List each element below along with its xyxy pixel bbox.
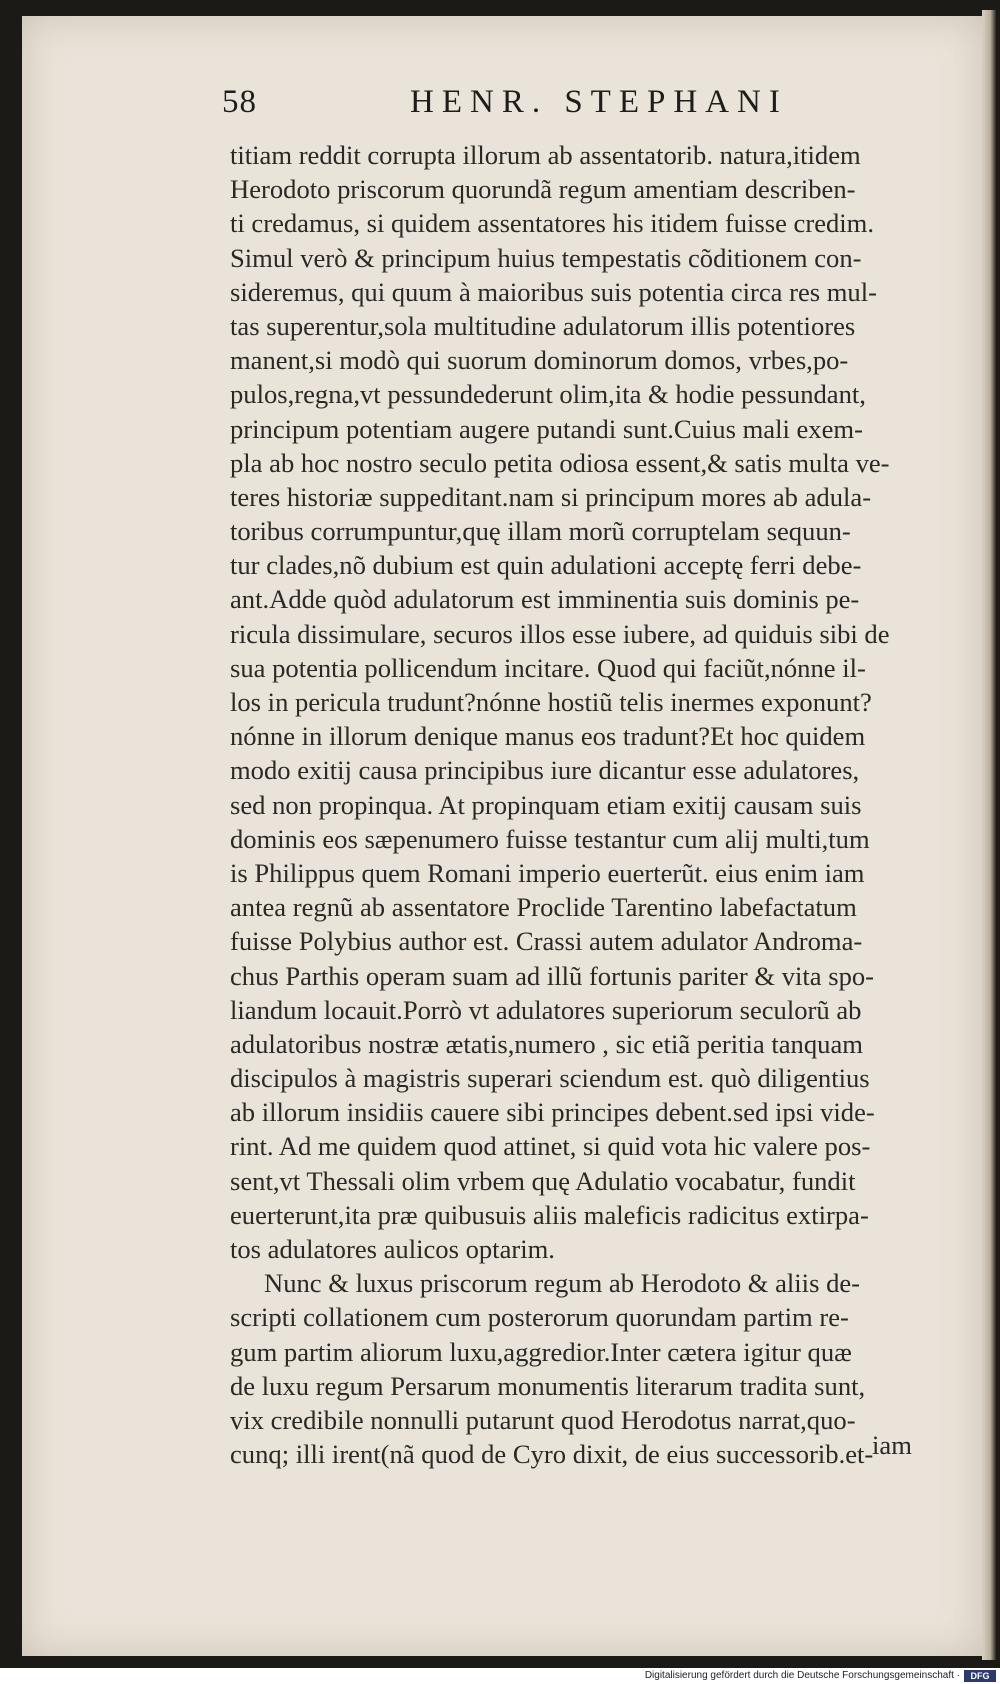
dfg-logo: DFG bbox=[964, 1670, 996, 1682]
text-line: Simul verò & principum huius tempestatis cõditionem con- bbox=[230, 242, 862, 273]
text-line: modo exitij causa principibus iure dicantur esse adulatores, bbox=[230, 755, 860, 786]
text-line: sideremus, qui quum à maioribus suis potentia circa res mul- bbox=[230, 276, 877, 307]
text-line: fuisse Polybius author est. Crassi autem adulator Androma- bbox=[230, 926, 863, 957]
text-line: pla ab hoc nostro seculo petita odiosa essent,& satis multa ve- bbox=[230, 447, 890, 478]
text-line: Herodoto priscorum quorundã regum amentiam describen- bbox=[230, 174, 856, 205]
text-line: nónne in illorum denique manus eos tradunt?Et hoc quidem bbox=[230, 721, 866, 752]
text-line: ant.Adde quòd adulatorum est imminentia suis dominis pe- bbox=[230, 584, 860, 615]
text-line: antea regnũ ab assentatore Proclide Tarentino labefactatum bbox=[230, 892, 857, 923]
text-line: Nunc & luxus priscorum regum ab Herodoto & aliis de- bbox=[264, 1268, 861, 1299]
text-line: tas superentur,sola multitudine adulatorum illis potentiores bbox=[230, 310, 856, 341]
text-line: toribus corrumpuntur,quę illam morũ corruptelam sequun- bbox=[230, 516, 851, 547]
text-line: principum potentiam augere putandi sunt.Cuius mali exem- bbox=[230, 413, 863, 444]
text-line: titiam reddit corrupta illorum ab assentatorib. natura,itidem bbox=[230, 140, 861, 170]
text-line: ab illorum insidiis cauere sibi principes debent.sed ipsi vide- bbox=[230, 1097, 875, 1128]
text-line: liandum locauit.Porrò vt adulatores superiorum seculorũ ab bbox=[230, 994, 862, 1025]
text-line: de luxu regum Persarum monumentis literarum tradita sunt, bbox=[230, 1370, 866, 1401]
body-text bbox=[230, 138, 960, 1471]
text-line: pulos,regna,vt pessundederunt olim,ita & hodie pessundant, bbox=[230, 379, 866, 410]
text-line: adulatoribus nostræ ætatis,numero , sic etiã peritia tanquam bbox=[230, 1028, 863, 1059]
page-number: 58 bbox=[222, 84, 257, 120]
text-line: manent,si modò qui suorum dominorum domos, vrbes,po- bbox=[230, 345, 849, 376]
running-head: HENR. STEPHANI bbox=[410, 84, 788, 120]
text-line: is Philippus quem Romani imperio euerterũt. eius enim iam bbox=[230, 857, 865, 888]
text-line: dominis eos sæpenumero fuisse testantur cum alij multi,tum bbox=[230, 823, 870, 854]
text-line: sent,vt Thessali olim vrbem quę Adulatio vocabatur, fundit bbox=[230, 1165, 856, 1196]
text-line: vix credibile nonnulli putarunt quod Herodotus narrat,quo- bbox=[230, 1404, 856, 1435]
text-line: tos adulatores aulicos optarim. bbox=[230, 1234, 555, 1264]
text-line: euerterunt,ita præ quibusuis aliis maleficis radicitus extirpa- bbox=[230, 1199, 869, 1230]
text-line: sed non propinqua. At propinquam etiam exitij causam suis bbox=[230, 789, 862, 820]
catchword: iam bbox=[872, 1430, 912, 1460]
text-line: tur clades,nõ dubium est quin adulationi acceptę ferri debe- bbox=[230, 550, 862, 581]
text-line: rint. Ad me quidem quod attinet, si quid vota hic valere pos- bbox=[230, 1131, 871, 1162]
footer bbox=[0, 1668, 1000, 1684]
text-line: discipulos à magistris superari sciendum est. quò diligentius bbox=[230, 1063, 870, 1094]
text-line: sua potentia pollicendum incitare. Quod qui faciũt,nónne il- bbox=[230, 652, 866, 683]
text-line: cunq; illi irent(nã quod de Cyro dixit, de eius successorib.et- bbox=[230, 1439, 874, 1470]
text-line: los in pericula trudunt?nónne hostiũ telis inermes exponunt? bbox=[230, 687, 872, 717]
text-line: teres historiæ suppeditant.nam si principum mores ab adula- bbox=[230, 481, 872, 512]
text-line: ti credamus, si quidem assentatores his itidem fuisse credim. bbox=[230, 208, 875, 239]
page-header bbox=[202, 84, 802, 124]
text-line: ricula dissimulare, securos illos esse iubere, ad quiduis sibi de bbox=[230, 618, 890, 649]
text-line: scripti collationem cum posterorum quorundam partim re- bbox=[230, 1302, 849, 1333]
text-line: chus Parthis operam suam ad illũ fortunis pariter & vita spo- bbox=[230, 960, 875, 991]
page-edge bbox=[982, 10, 996, 1660]
text-line: gum partim aliorum luxu,aggredior.Inter cætera igitur quæ bbox=[230, 1336, 852, 1367]
footer-credit: Digitalisierung gefördert durch die Deutsche Forschungsgemeinschaft · bbox=[644, 1670, 960, 1681]
